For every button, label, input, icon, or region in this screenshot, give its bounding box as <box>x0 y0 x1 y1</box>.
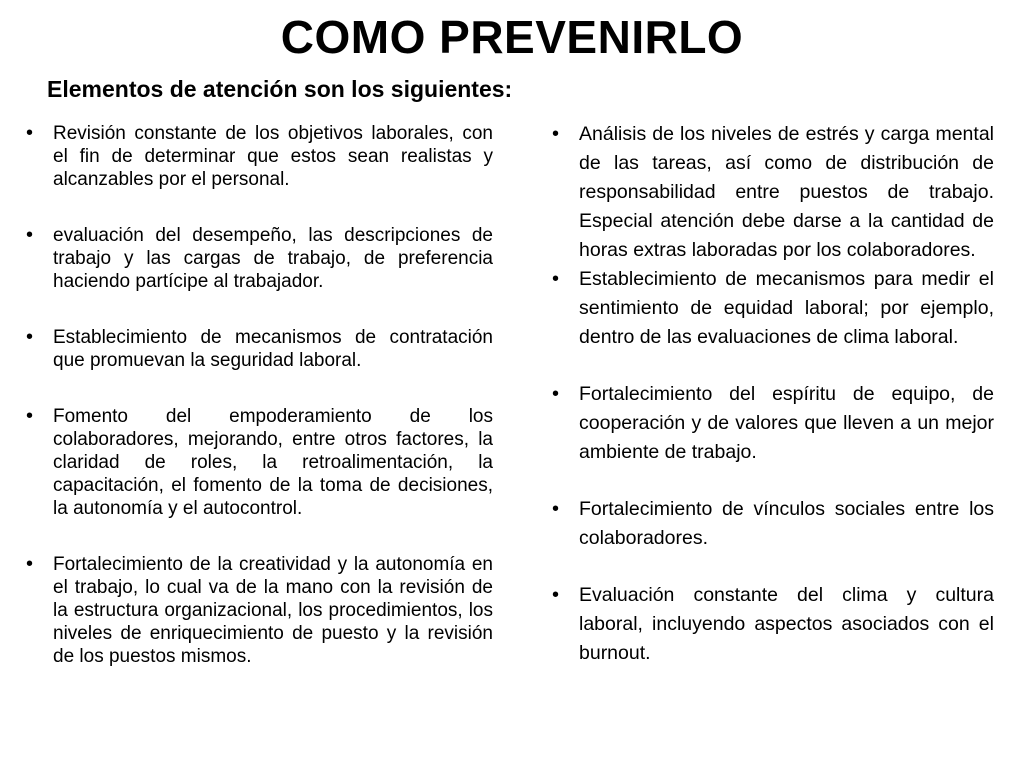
list-item-text: Establecimiento de mecanismos para medir el sentimiento de equidad laboral; por ejemplo, dentro de las evaluaciones de clima laboral. <box>579 268 994 348</box>
list-item-text: Establecimiento de mecanismos de contratación que promuevan la seguridad laboral. <box>53 327 493 371</box>
bullet-icon: • <box>552 123 560 145</box>
list-item-text: evaluación del desempeño, las descripciones de trabajo y las cargas de trabajo, de preferencia haciendo partícipe al trabajador. <box>53 225 493 292</box>
list-item-text: Fortalecimiento del espíritu de equipo, de cooperación y de valores que lleven a un mejor ambiente de trabajo. <box>579 383 994 463</box>
bullet-icon: • <box>26 224 34 246</box>
list-item <box>26 405 493 520</box>
bullet-icon: • <box>26 405 34 427</box>
bullet-icon: • <box>26 122 34 144</box>
list-item <box>552 120 994 265</box>
bullet-icon: • <box>552 584 560 606</box>
bullet-icon: • <box>552 383 560 405</box>
list-item <box>26 224 493 293</box>
list-item <box>552 495 994 553</box>
list-item <box>26 122 493 191</box>
list-item <box>552 380 994 467</box>
bullet-icon: • <box>26 326 34 348</box>
left-bullet-list <box>26 122 493 701</box>
slide-title: COMO PREVENIRLO <box>280 11 744 63</box>
list-item-text: Evaluación constante del clima y cultura laboral, incluyendo aspectos asociados con el burnout. <box>579 584 994 664</box>
list-item-text: Revisión constante de los objetivos laborales, con el fin de determinar que estos sean realistas y alcanzables por el personal. <box>53 123 493 190</box>
bullet-icon: • <box>552 498 560 520</box>
list-item <box>26 553 493 668</box>
list-item-text: Análisis de los niveles de estrés y carga mental de las tareas, así como de distribución de responsabilidad entre puestos de trabajo. Especial atención debe darse a la cantidad de horas extras laboradas por los colaboradores. <box>579 123 994 261</box>
list-item <box>552 581 994 668</box>
list-item-text: Fomento del empoderamiento de los colaboradores, mejorando, entre otros factores, la claridad de roles, la retroalimentación, la capacitación, el fomento de la toma de decisiones, la autonomía y el autocontrol. <box>53 406 493 519</box>
list-item-text: Fortalecimiento de la creatividad y la autonomía en el trabajo, lo cual va de la mano con la revisión de la estructura organizacional, los procedimientos, los niveles de enriquecimiento de puesto y la revisión de los puestos mismos. <box>53 554 493 667</box>
list-item <box>26 326 493 372</box>
bullet-icon: • <box>552 268 560 290</box>
bullet-icon: • <box>26 553 34 575</box>
list-item-text: Fortalecimiento de vínculos sociales entre los colaboradores. <box>579 498 994 549</box>
right-bullet-list <box>552 120 994 668</box>
list-item <box>552 265 994 352</box>
slide-subtitle: Elementos de atención son los siguientes: <box>47 76 513 102</box>
